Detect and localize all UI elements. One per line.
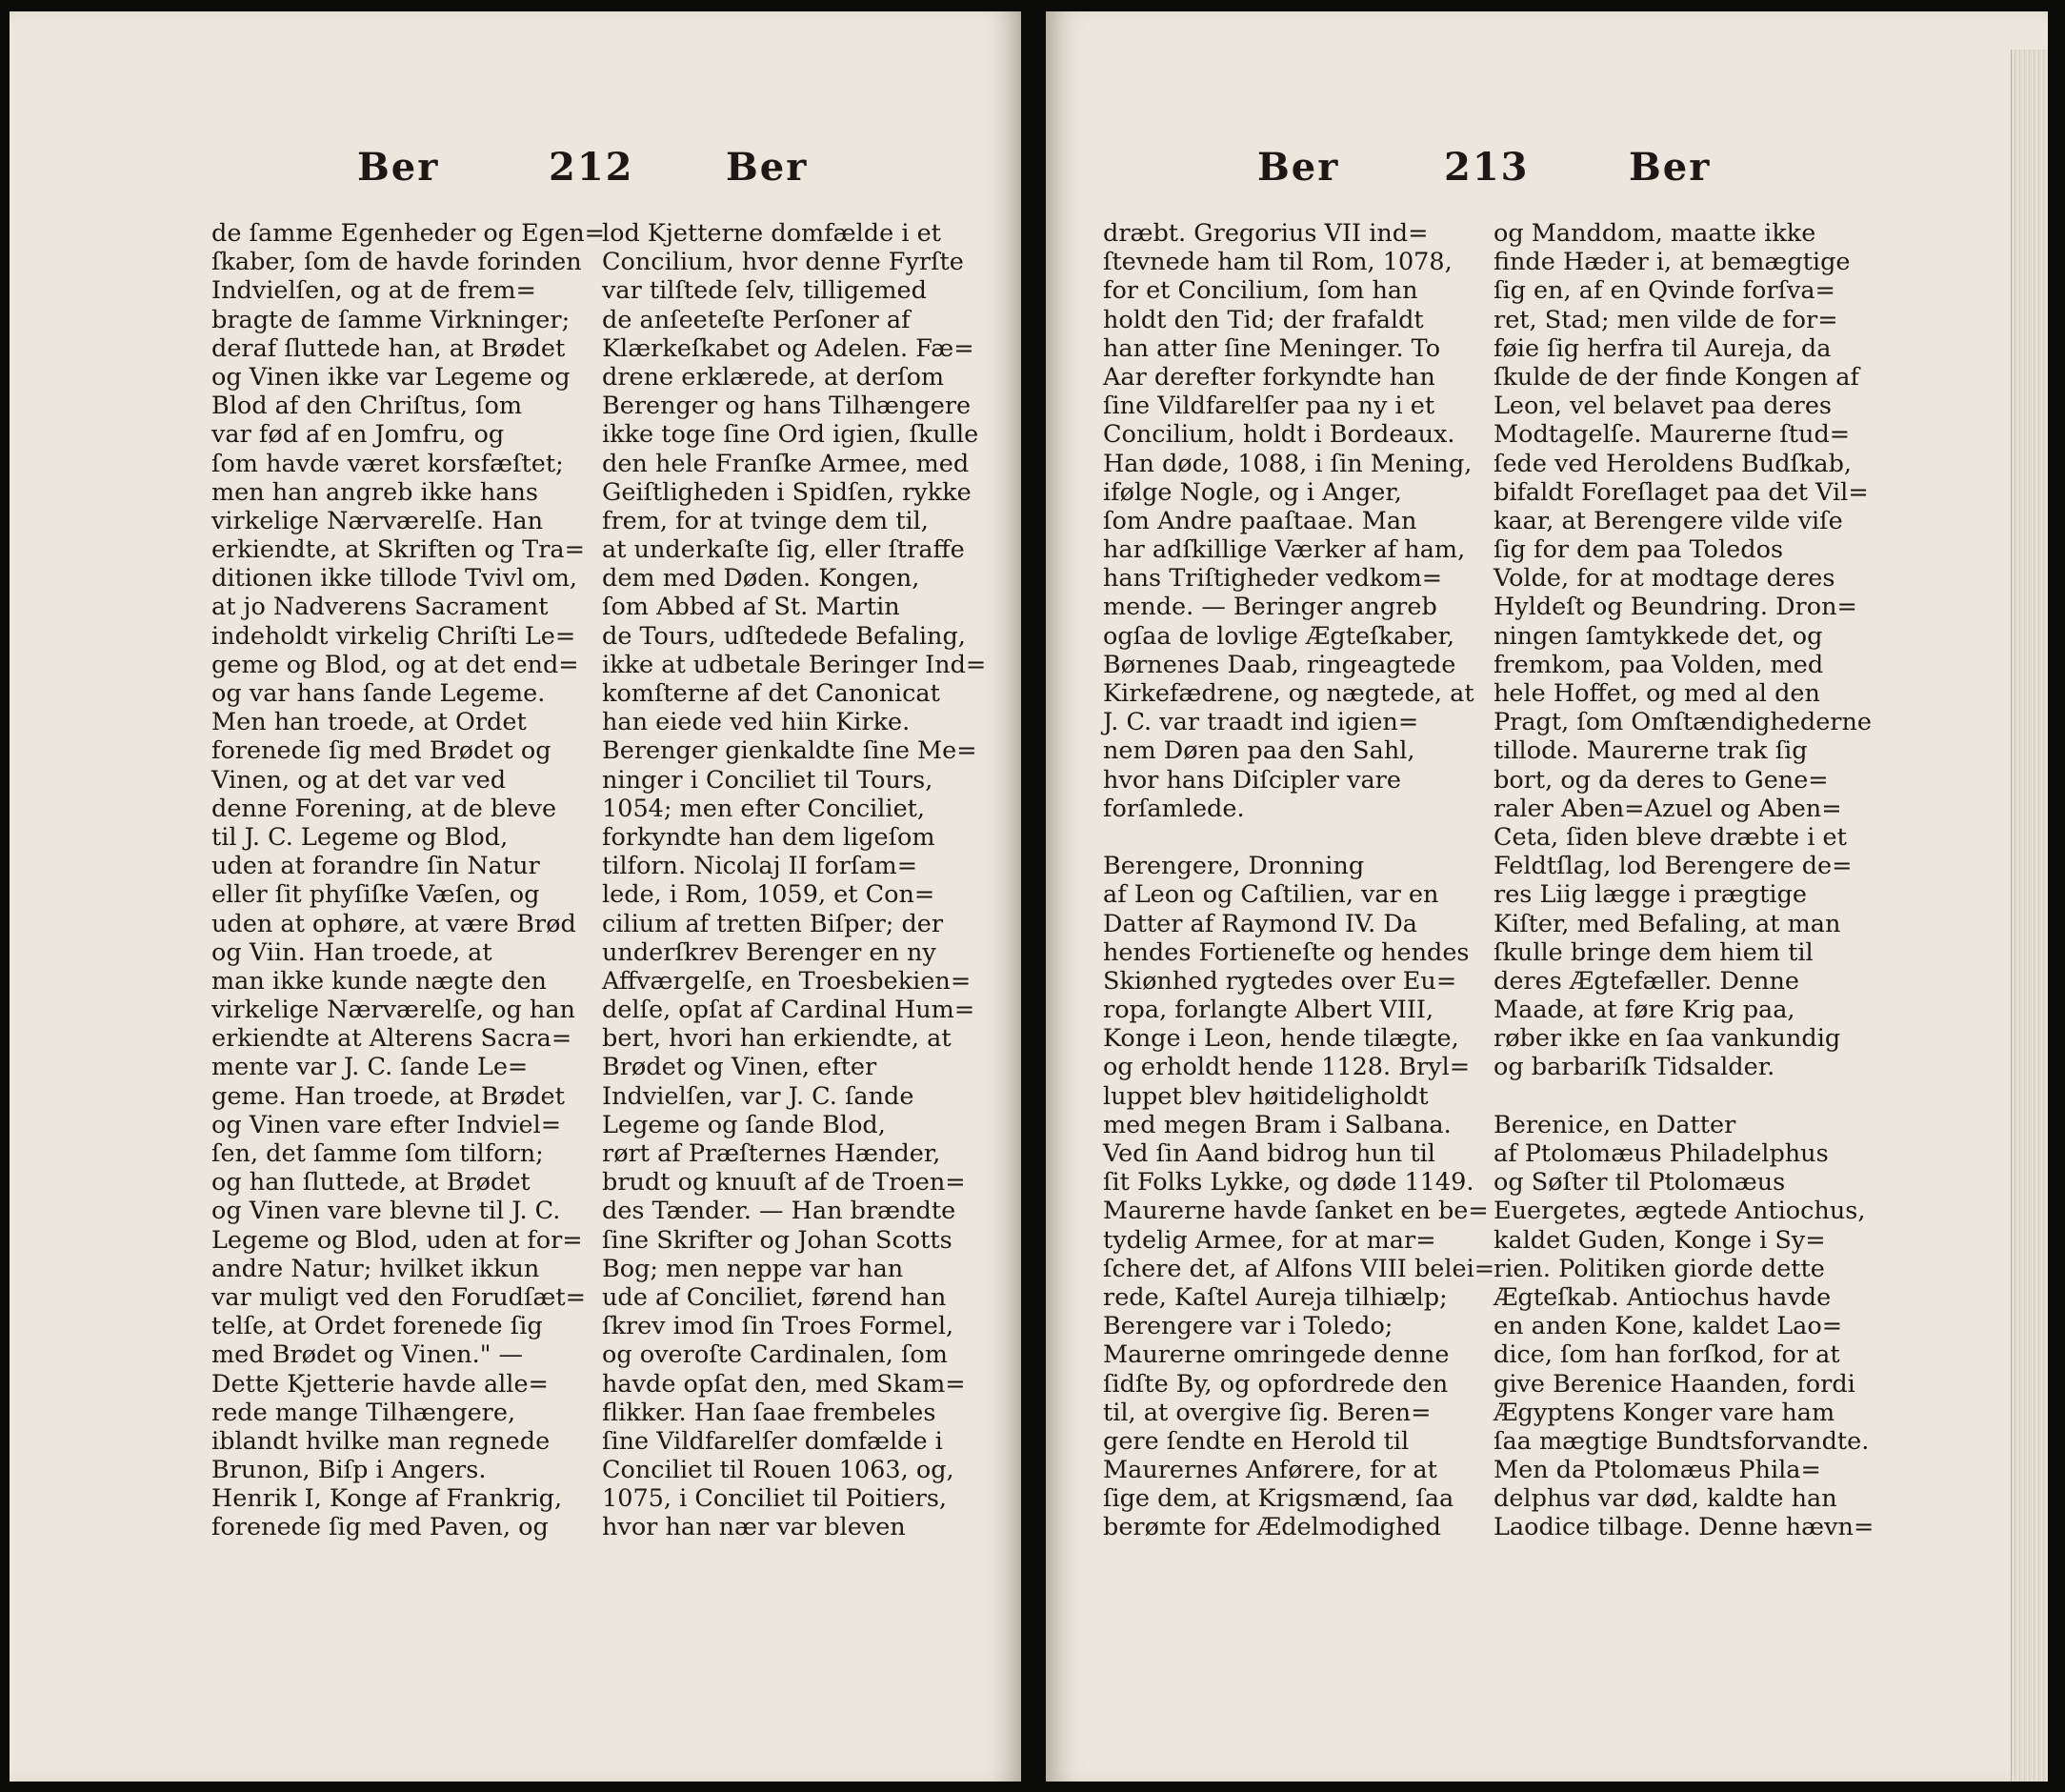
text-line: forenede ſig med Brødet og [211, 736, 551, 766]
text-line: var tilſtede ſelv, tilligemed [602, 276, 927, 306]
text-line: bort, og da deres to Gene= [1494, 765, 1829, 795]
text-line: og Vinen vare blevne til J. C. [211, 1197, 561, 1226]
text-line: Ved ſin Aand bidrog hun til [1103, 1139, 1435, 1168]
left-page-header-word-right: Ber [726, 145, 809, 190]
text-line: drene erklærede, at derſom [602, 362, 945, 392]
text-line: telſe, at Ordet forenede ſig [211, 1312, 543, 1341]
text-line: og erholdt hende 1128. Bryl= [1103, 1053, 1471, 1082]
text-line: holdt den Tid; der frafaldt [1103, 305, 1424, 334]
text-line: Maurerne havde ſanket en be= [1103, 1197, 1489, 1226]
text-line: Berenger gienkaldte ſine Me= [602, 736, 977, 766]
text-line: give Berenice Haanden, fordi [1494, 1369, 1855, 1399]
right-page-column-2 [1494, 219, 1874, 1542]
text-line: mende. — Beringer angreb [1103, 593, 1437, 622]
text-line: af Leon og Caſtilien, var en [1103, 880, 1439, 910]
left-page-number: 212 [549, 145, 634, 190]
text-line: Leon, vel belavet paa deres [1494, 392, 1833, 421]
text-line: af Ptolomæus Philadelphus [1494, 1139, 1829, 1168]
text-line: Volde, for at modtage deres [1494, 564, 1835, 594]
left-page [10, 11, 1021, 1782]
text-line: 1054; men efter Conciliet, [602, 794, 926, 823]
text-line: Han døde, 1088, i ſin Mening, [1103, 449, 1473, 478]
text-line: men han angreb ikke hans [211, 477, 539, 507]
text-line [1103, 823, 1494, 852]
text-line: komſterne af det Canonicat [602, 679, 940, 708]
text-line: ſen, det ſamme ſom tilforn; [211, 1139, 544, 1168]
text-line: Legeme og Blod, uden at for= [211, 1225, 583, 1255]
text-line: ude af Conciliet, førend han [602, 1282, 947, 1312]
text-line: erkiendte at Alterens Sacra= [211, 1024, 572, 1054]
text-line: forſamlede. [1103, 794, 1245, 823]
text-line: Berenice, en Datter [1494, 1110, 1736, 1139]
text-line: med megen Bram i Salbana. [1103, 1110, 1452, 1139]
page-edges [2011, 50, 2048, 1782]
text-line: deres Ægtefæller. Denne [1494, 966, 1799, 996]
text-line: var fød af en Jomfru, og [211, 420, 505, 450]
text-line: fremkom, paa Volden, med [1494, 650, 1824, 679]
text-line: ogſaa de lovlige Ægteſkaber, [1103, 621, 1455, 651]
text-line: nem Døren paa den Sahl, [1103, 736, 1415, 766]
text-line: Maurerne omringede denne [1103, 1340, 1450, 1370]
text-line: iblandt hvilke man regnede [211, 1426, 551, 1456]
text-line: Men han troede, at Ordet [211, 708, 527, 737]
text-line: rede, Kaſtel Aureja tilhiælp; [1103, 1282, 1448, 1312]
text-line: med Brødet og Vinen." — [211, 1340, 524, 1370]
text-line: tydelig Armee, for at mar= [1103, 1225, 1436, 1255]
text-line: lede, i Rom, 1059, et Con= [602, 880, 935, 910]
text-line: Feldtſlag, lod Berengere de= [1494, 852, 1853, 881]
text-line: forenede ſig med Paven, og [211, 1513, 549, 1542]
text-line: ſidſte By, og opfordrede den [1103, 1369, 1449, 1399]
text-line: ſkaber, ſom de havde forinden [211, 248, 582, 277]
text-line: ſit Folks Lykke, og døde 1149. [1103, 1168, 1474, 1198]
text-line: Conciliet til Rouen 1063, og, [602, 1456, 954, 1485]
text-line: at jo Nadverens Sacrament [211, 593, 549, 622]
text-line: Geiſtligheden i Spidſen, rykke [602, 477, 972, 507]
text-line: ſom havde været korsfæſtet; [211, 449, 564, 478]
text-line: Pragt, ſom Omſtændighederne [1494, 708, 1873, 737]
right-page-header-word-left: Ber [1257, 145, 1340, 190]
text-line: dice, ſom han forſkod, for at [1494, 1340, 1840, 1370]
text-line: en anden Kone, kaldet Lao= [1494, 1312, 1843, 1341]
text-line: havde opſat den, med Skam= [602, 1369, 966, 1399]
text-line: Maurernes Anførere, for at [1103, 1456, 1437, 1485]
text-line: røber ikke en ſaa vankundig [1494, 1024, 1841, 1054]
text-line: ſine Vildfarelſer paa ny i et [1103, 392, 1435, 421]
text-line: bragte de ſamme Virkninger; [211, 305, 571, 334]
text-line: ikke at udbetale Beringer Ind= [602, 650, 987, 679]
text-line: luppet blev høitideligholdt [1103, 1081, 1429, 1111]
text-line: man ikke kunde nægte den [211, 966, 547, 996]
text-line: lod Kjetterne domfælde i et [602, 219, 941, 248]
text-line: Euergetes, ægtede Antiochus, [1494, 1197, 1866, 1226]
text-line: og Manddom, maatte ikke [1494, 219, 1816, 248]
text-line: Børnenes Daab, ringeagtede [1103, 650, 1456, 679]
text-line: ſig for dem paa Toledos [1494, 535, 1784, 565]
text-line: de anſeeteſte Perſoner af [602, 305, 911, 334]
text-line: deraf ſluttede han, at Brødet [211, 333, 566, 363]
text-line: Indvielſen, og at de frem= [211, 276, 536, 306]
left-page-column-2 [602, 219, 986, 1542]
text-line: brudt og knuuſt af de Troen= [602, 1168, 966, 1198]
text-line: rien. Politiken giorde dette [1494, 1254, 1825, 1283]
text-line: ſine Skrifter og Johan Scotts [602, 1225, 952, 1255]
text-line: res Liig lægge i prægtige [1494, 880, 1807, 910]
text-line: de ſamme Egenheder og Egen= [211, 219, 605, 248]
text-line: kaldet Guden, Konge i Sy= [1494, 1225, 1826, 1255]
text-line: og var hans ſande Legeme. [211, 679, 546, 708]
text-line: ſom Andre paaſtaae. Man [1103, 506, 1417, 535]
right-page-header-word-right: Ber [1629, 145, 1712, 190]
text-line: Dette Kjetterie havde alle= [211, 1369, 549, 1399]
text-line: ſede ved Heroldens Budſkab, [1494, 449, 1853, 478]
text-line: Blod af den Chriſtus, ſom [211, 392, 523, 421]
text-line: ret, Stad; men vilde de for= [1494, 305, 1838, 334]
text-line: Indvielſen, var J. C. ſande [602, 1081, 914, 1111]
text-line: Klærkeſkabet og Adelen. Fæ= [602, 333, 974, 363]
text-line: Skiønhed rygtedes over Eu= [1103, 966, 1457, 996]
text-line: bert, hvori han erkiendte, at [602, 1024, 952, 1054]
text-line: Ægyptens Konger vare ham [1494, 1398, 1835, 1427]
text-line: Kiſter, med Befaling, at man [1494, 909, 1841, 938]
text-line: hans Triſtigheder vedkom= [1103, 564, 1443, 594]
text-line: rørt af Præſternes Hænder, [602, 1139, 941, 1168]
text-line: ningen ſamtykkede det, og [1494, 621, 1823, 651]
text-line: Vinen, og at det var ved [211, 765, 507, 795]
text-line: han atter ſine Meninger. To [1103, 333, 1441, 363]
text-line: indeholdt virkelig Chriſti Le= [211, 621, 576, 651]
text-line: denne Forening, at de bleve [211, 794, 557, 823]
text-line: Modtagelſe. Maurerne ſtud= [1494, 420, 1851, 450]
text-line: ſige dem, at Krigsmænd, ſaa [1103, 1484, 1454, 1514]
text-line: underſkrev Berenger en ny [602, 937, 936, 967]
text-line: Berengere, Dronning [1103, 852, 1365, 881]
text-line: ninger i Conciliet til Tours, [602, 765, 933, 795]
right-page-number: 213 [1444, 145, 1530, 190]
text-line: dræbt. Gregorius VII ind= [1103, 219, 1429, 248]
text-line: ſkrev imod ſin Troes Formel, [602, 1312, 954, 1341]
text-line: ikke toge ſine Ord igien, ſkulle [602, 420, 979, 450]
text-line: J. C. var traadt ind igien= [1103, 708, 1419, 737]
text-line: og Søſter til Ptolomæus [1494, 1168, 1786, 1198]
text-line: eller ſit phyſiſke Væſen, og [211, 880, 540, 910]
right-page-column-1 [1103, 219, 1494, 1542]
right-page [1046, 11, 2048, 1782]
text-line: Konge i Leon, hende tilægte, [1103, 1024, 1459, 1054]
text-line: Concilium, hvor denne Fyrſte [602, 248, 964, 277]
text-line: ſkulde de der finde Kongen af [1494, 362, 1859, 392]
text-line: Affværgelſe, en Troesbekien= [602, 966, 972, 996]
text-line: hvor han nær var bleven [602, 1513, 906, 1542]
text-line: og barbariſk Tidsalder. [1494, 1053, 1775, 1082]
text-line: Legeme og ſande Blod, [602, 1110, 886, 1139]
text-line: de Tours, udſtedede Befaling, [602, 621, 966, 651]
text-line: Men da Ptolomæus Phila= [1494, 1456, 1821, 1485]
text-line: ſtevnede ham til Rom, 1078, [1103, 248, 1453, 277]
text-line: har adſkillige Værker af ham, [1103, 535, 1466, 565]
text-line: des Tænder. — Han brændte [602, 1197, 956, 1226]
text-line: Kirkefædrene, og nægtede, at [1103, 679, 1474, 708]
text-line: til, at overgive ſig. Beren= [1103, 1398, 1432, 1427]
text-line: tilforn. Nicolaj II forſam= [602, 852, 918, 881]
text-line: virkelige Nærværelſe, og han [211, 996, 575, 1025]
text-line: gere ſendte en Herold til [1103, 1426, 1410, 1456]
text-line: ſine Vildfarelſer domfælde i [602, 1426, 943, 1456]
text-line: ſchere det, af Alfons VIII belei= [1103, 1254, 1495, 1283]
text-line: raler Aben=Azuel og Aben= [1494, 794, 1842, 823]
text-line: geme og Blod, og at det end= [211, 650, 579, 679]
text-line: frem, for at tvinge dem til, [602, 506, 929, 535]
text-line: Ceta, ſiden bleve dræbte i et [1494, 822, 1847, 852]
text-line: bifaldt Foreſlaget paa det Vil= [1494, 477, 1869, 507]
text-line: forkyndte han dem ligeſom [602, 822, 935, 852]
text-line: dem med Døden. Kongen, [602, 564, 920, 594]
text-line: Brunon, Biſp i Angers. [211, 1456, 487, 1485]
text-line: tillode. Maurerne trak ſig [1494, 736, 1808, 766]
text-line: føie ſig herfra til Aureja, da [1494, 333, 1832, 363]
text-line: ſkulle bringe dem hiem til [1494, 937, 1814, 967]
text-line: Berengere var i Toledo; [1103, 1312, 1393, 1341]
text-line: berømte for Ædelmodighed [1103, 1513, 1441, 1542]
text-line: ſig en, af en Qvinde forſva= [1494, 276, 1835, 306]
text-line: og Vinen vare efter Indviel= [211, 1110, 562, 1139]
text-line: hvor hans Diſcipler vare [1103, 765, 1401, 795]
text-line: var muligt ved den Forudſæt= [211, 1282, 586, 1312]
text-line: ſaa mægtige Bundtsforvandte. [1494, 1426, 1870, 1456]
text-line: andre Natur; hvilket ikkun [211, 1254, 540, 1283]
text-line: uden at ophøre, at være Brød [211, 909, 576, 938]
text-line: Berenger og hans Tilhængere [602, 392, 972, 421]
text-line: og Viin. Han troede, at [211, 937, 492, 967]
text-line: Brødet og Vinen, efter [602, 1053, 877, 1082]
text-line: Concilium, holdt i Bordeaux. [1103, 420, 1455, 450]
text-line: den hele Franſke Armee, med [602, 449, 970, 478]
text-line: erkiendte, at Skriften og Tra= [211, 535, 585, 565]
text-line: geme. Han troede, at Brødet [211, 1081, 565, 1111]
text-line: Ægteſkab. Antiochus havde [1494, 1282, 1832, 1312]
text-line: Henrik I, Konge af Frankrig, [211, 1484, 563, 1514]
text-line: mente var J. C. ſande Le= [211, 1053, 529, 1082]
text-line: og Vinen ikke var Legeme og [211, 362, 571, 392]
text-line: ſom Abbed af St. Martin [602, 593, 900, 622]
text-line: hendes Fortieneſte og hendes [1103, 937, 1470, 967]
text-line: virkelige Nærværelſe. Han [211, 506, 544, 535]
text-line: uden at forandre ſin Natur [211, 852, 540, 881]
text-line: hele Hoffet, og med al den [1494, 679, 1820, 708]
text-line: kaar, at Berengere vilde viſe [1494, 506, 1843, 535]
text-line: flikker. Han ſaae frembeles [602, 1398, 936, 1427]
text-line: ropa, forlangte Albert VIII, [1103, 996, 1434, 1025]
left-page-header-word-left: Ber [357, 145, 440, 190]
text-line: delſe, opſat af Cardinal Hum= [602, 996, 975, 1025]
text-line: for et Concilium, ſom han [1103, 276, 1418, 306]
text-line: rede mange Tilhængere, [211, 1398, 516, 1427]
text-line: til J. C. Legeme og Blod, [211, 822, 509, 852]
text-line: og han ſluttede, at Brødet [211, 1168, 531, 1198]
text-line: 1075, i Conciliet til Poitiers, [602, 1484, 948, 1514]
text-line: han eiede ved hiin Kirke. [602, 708, 911, 737]
left-page-column-1 [211, 219, 605, 1542]
text-line: Aar derefter forkyndte han [1103, 362, 1435, 392]
text-line: ditionen ikke tillode Tvivl om, [211, 564, 577, 594]
text-line: cilium af tretten Biſper; der [602, 909, 944, 938]
text-line: delphus var død, kaldte han [1494, 1484, 1837, 1514]
text-line [1494, 1082, 1874, 1111]
text-line: Bog; men neppe var han [602, 1254, 904, 1283]
text-line: Hyldeſt og Beundring. Dron= [1494, 593, 1857, 622]
text-line: Datter af Raymond IV. Da [1103, 909, 1417, 938]
text-line: og overoſte Cardinalen, ſom [602, 1340, 948, 1370]
text-line: Laodice tilbage. Denne hævn= [1494, 1513, 1875, 1542]
text-line: ifølge Nogle, og i Anger, [1103, 477, 1402, 507]
text-line: at underkaſte ſig, eller ſtraffe [602, 535, 965, 565]
text-line: finde Hæder i, at bemægtige [1494, 248, 1851, 277]
text-line: Maade, at føre Krig paa, [1494, 996, 1795, 1025]
